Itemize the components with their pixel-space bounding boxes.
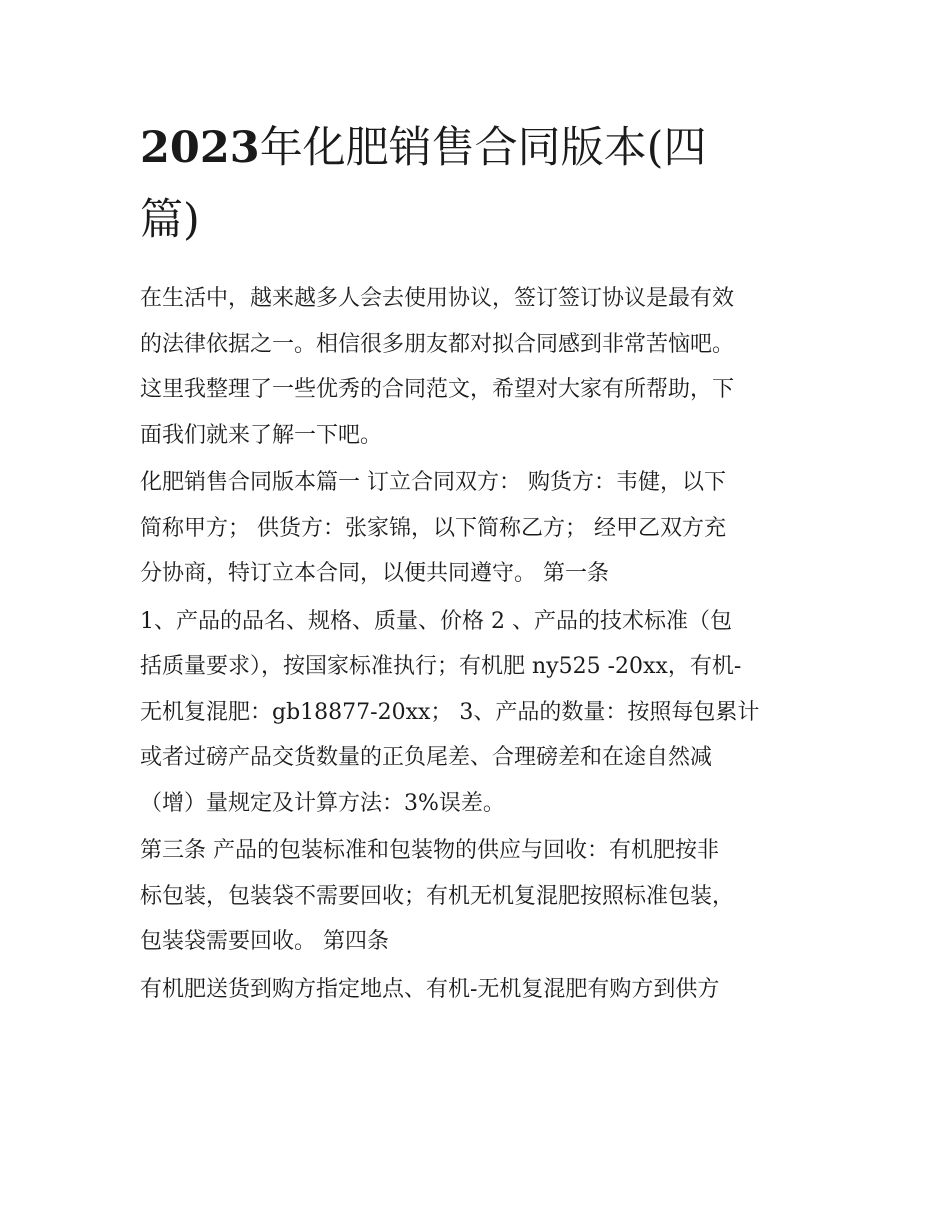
text-line: 简称甲方； 供货方：张家锦，以下简称乙方； 经甲乙双方充: [140, 515, 726, 541]
title-text-line2: 篇): [140, 195, 200, 245]
paragraph-intro: [140, 276, 820, 458]
text-line: 包装袋需要回收。 第四条: [140, 929, 389, 954]
document-title: [140, 112, 820, 256]
title-year: 2023: [140, 123, 260, 173]
document-page: [140, 112, 820, 1014]
text-line: 1、产品的品名、规格、质量、价格 2 、产品的技术标准（包: [140, 608, 732, 634]
text-line: 分协商，特订立本合同，以便共同遵守。 第一条: [140, 561, 609, 586]
text-line: 有机肥送货到购方指定地点、有机-无机复混肥有购方到供方: [140, 976, 720, 1002]
text-line: 在生活中，越来越多人会去使用协议，签订签订协议是最有效: [140, 286, 735, 311]
paragraph-article-three: [140, 828, 820, 965]
paragraph-parties: [140, 460, 820, 597]
text-line: 化肥销售合同版本篇一 订立合同双方： 购货方：韦健，以下: [140, 470, 726, 495]
text-line: （增）量规定及计算方法：3%误差。: [140, 790, 505, 816]
text-line: 或者过磅产品交货数量的正负尾差、合理磅差和在途自然减: [140, 745, 713, 770]
text-line: 这里我整理了一些优秀的合同范文，希望对大家有所帮助，下: [140, 377, 735, 402]
text-line: 括质量要求），按国家标准执行；有机肥 ny525 -20xx，有机-: [140, 654, 742, 679]
title-text-line1: 年化肥销售合同版本(四: [259, 123, 707, 173]
paragraph-delivery: [140, 967, 820, 1013]
text-line: 标包装，包装袋不需要回收；有机无机复混肥按照标准包装，: [140, 883, 735, 909]
text-line: 第三条 产品的包装标准和包装物的供应与回收：有机肥按非: [140, 838, 719, 863]
text-line: 面我们就来了解一下吧。: [140, 422, 383, 448]
text-line: 的法律依据之一。相信很多朋友都对拟合同感到非常苦恼吧。: [140, 331, 735, 357]
paragraph-article-one: [140, 599, 820, 827]
text-line: 无机复混肥：gb18877-20xx； 3、产品的数量：按照每包累计: [140, 699, 760, 725]
